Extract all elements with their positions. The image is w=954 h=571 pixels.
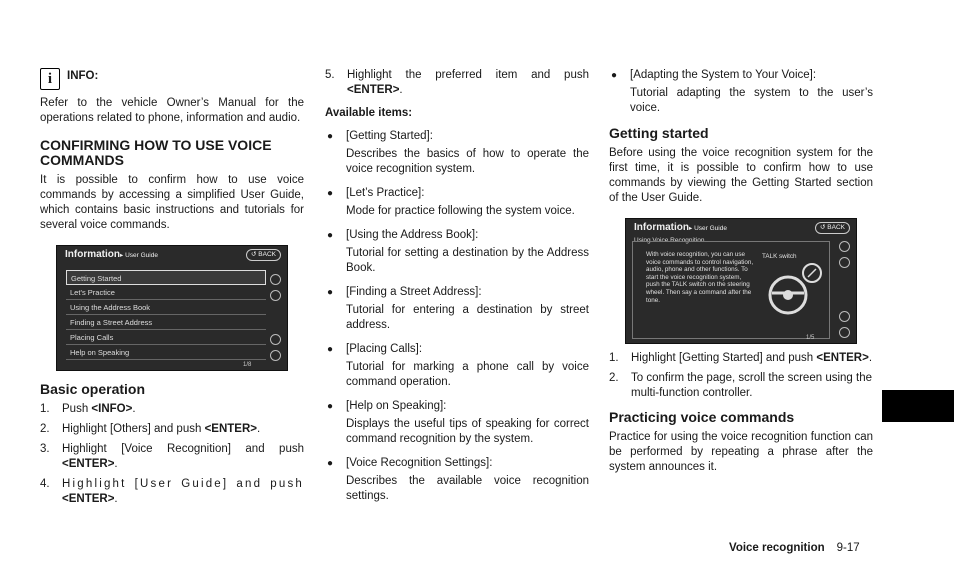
list-item: ● [Adapting the System to Your Voice]: Tutorial adapting the system to the user’s voice. [611, 69, 873, 114]
menu-item: Let’s Practice [66, 285, 266, 300]
confirm-heading: CONFIRMING HOW TO USE VOICE COMMANDS [40, 137, 272, 168]
getting-started-steps [609, 351, 873, 401]
scroll-dot-icon [839, 241, 850, 252]
list-item: ● [Let’s Practice]: Mode for practice following the system voice. [327, 187, 575, 217]
list-item: ● [Voice Recognition Settings]: Describes the available voice recognition settings. [327, 457, 589, 502]
steering-wheel-icon [764, 257, 828, 321]
getting-started-heading: Getting started [609, 125, 709, 141]
user-guide-screenshot [56, 245, 288, 371]
step-5 [325, 68, 589, 98]
scroll-dot-icon [270, 274, 281, 285]
screen-menu [66, 270, 266, 360]
scroll-up-icon [270, 290, 281, 301]
screen-body: With voice recognition, you can use voice commands to control navigation, audio, phone and other functions. To start the voice recognition system, push the TALK switch on the steering wheel. Then say a command after the tone. [646, 251, 754, 304]
back-button: ↺ BACK [815, 222, 850, 234]
back-button: ↺ BACK [246, 249, 281, 261]
menu-item: Help on Speaking [66, 345, 266, 360]
step: 5. Highlight the preferred item and push <ENTER>. [325, 69, 589, 96]
info-label: INFO: [67, 69, 99, 82]
basic-heading: Basic operation [40, 381, 146, 397]
practicing-text: Practice for using the voice recognition function can be performed by repeating a phrase after the system announces it. [609, 431, 873, 473]
screen-title: Information▸ User Guide [634, 222, 727, 233]
menu-item: Getting Started [66, 270, 266, 285]
info-icon: i [40, 68, 60, 90]
practicing-heading: Practicing voice commands [609, 409, 795, 425]
column-left [40, 68, 304, 512]
section-tab-marker [882, 390, 954, 422]
step: 2. To confirm the page, scroll the screen using the multi-function controller. [609, 372, 872, 399]
screen-title: Information▸ User Guide [65, 249, 158, 260]
list-item: ● [Getting Started]: Describes the basics of how to operate the voice recognition system. [327, 130, 589, 175]
menu-item: Using the Address Book [66, 300, 266, 315]
scroll-up-icon [839, 257, 850, 268]
scroll-dot-icon [839, 327, 850, 338]
menu-item: Placing Calls [66, 330, 266, 345]
list-item: ● [Placing Calls]: Tutorial for marking a phone call by voice command operation. [327, 343, 589, 388]
step: 3. Highlight [Voice Recognition] and push <ENTER>. [40, 443, 304, 470]
available-items-list [325, 129, 589, 504]
getting-started-text: Before using the voice recognition system for the first time, it is possible to confirm how to use commands by viewing the Getting Started section of the User Guide. [609, 147, 873, 204]
list-item: ● [Help on Speaking]: Displays the useful tips of speaking for correct command recognition by the system. [327, 400, 589, 445]
list-item: ● [Finding a Street Address]: Tutorial for entering a destination by street address. [327, 286, 589, 331]
info-header [40, 68, 304, 90]
column-middle [325, 68, 589, 513]
screen-subtitle: Using Voice Recognition [634, 237, 705, 244]
step: 4. Highlight [User Guide] and push <ENTER>. [40, 478, 304, 505]
basic-steps [40, 402, 304, 507]
step: 1. Highlight [Getting Started] and push <ENTER>. [609, 352, 873, 364]
step: 2. Highlight [Others] and push <ENTER>. [40, 423, 261, 435]
talk-label: TALK switch [762, 253, 797, 260]
page-indicator: 1/8 [243, 362, 252, 368]
scroll-dot-icon [270, 350, 281, 361]
footer-section: Voice recognition [729, 542, 825, 554]
scroll-down-icon [270, 334, 281, 345]
info-text: Refer to the vehicle Owner’s Manual for the operations related to phone, information and audio. [40, 97, 304, 124]
scroll-down-icon [839, 311, 850, 322]
getting-started-screenshot [625, 218, 857, 344]
adapt-item-list [609, 68, 873, 116]
available-items-label: Available items: [325, 107, 413, 119]
column-right [609, 68, 873, 475]
step: 1. Push <INFO>. [40, 403, 136, 415]
page-number: 9-17 [836, 542, 860, 554]
confirm-text: It is possible to confirm how to use voice commands by accessing a simplified User Guide, which contains basic instructions and tutorials for several voice commands. [40, 174, 304, 231]
menu-item: Finding a Street Address [66, 315, 266, 330]
page-footer [729, 541, 860, 556]
list-item: ● [Using the Address Book]: Tutorial for setting a destination by the Address Book. [327, 229, 589, 274]
page-indicator: 1/5 [806, 335, 815, 341]
